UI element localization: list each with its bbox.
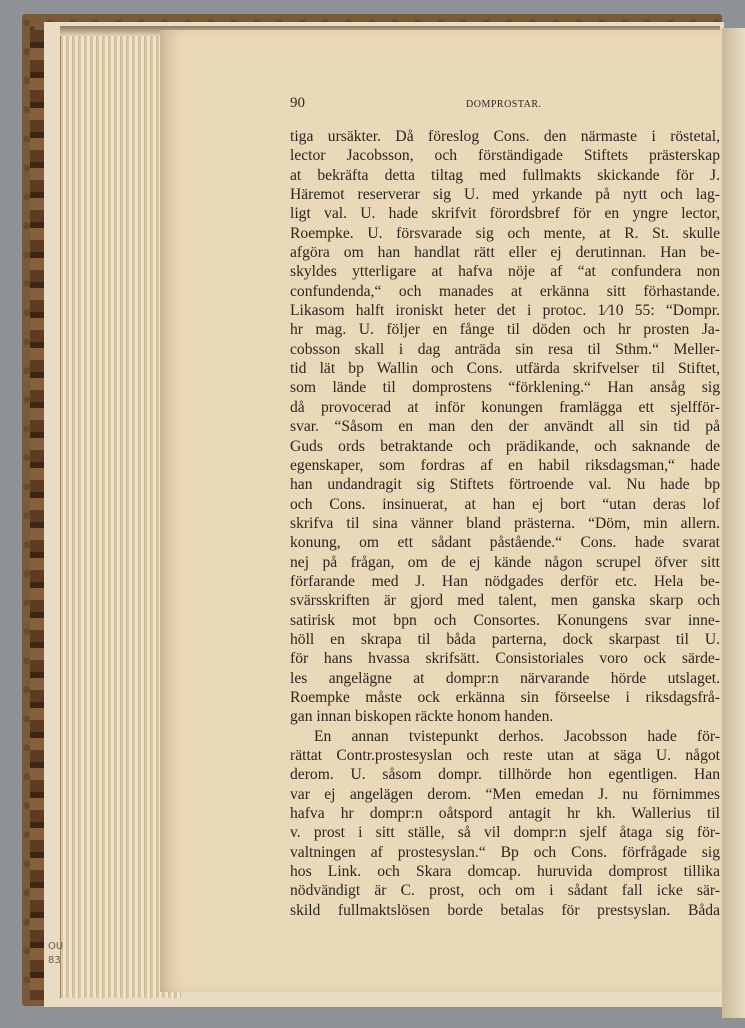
text-line: v. prost i sitt ställe, så vil dompr:n sjelf åtaga sig för- <box>290 824 720 842</box>
text-line: afgöra om han handlat rätt eller ej derutinnan. Han be- <box>290 244 720 262</box>
text-line: skild fullmaktslösen borde betalas för prestsyslan. Båda <box>290 901 720 919</box>
text-line: les angelägne at dompr:n närvarande hörde utslaget. <box>290 669 720 687</box>
text-line: cobsson skall i dag anträda sin resa til Sthm.“ Meller- <box>290 340 720 358</box>
text-line: svar. “Såsom en man den der användt all sin tid på <box>290 418 720 436</box>
text-line: hafva hr dompr:n oåtspord antagit hr kh. Wallerius til <box>290 805 720 823</box>
edge-marks <box>48 940 63 968</box>
page-body-text <box>290 127 726 919</box>
text-line: Roempke måste ock erkänna sin förseelse i riksdagsfrå- <box>290 688 720 706</box>
text-line: och Cons. insinuerat, at han ej bort “utan deras lof <box>290 495 720 513</box>
text-line: som lände til domprostens “förklening.“ Han ansåg sig <box>290 379 720 397</box>
running-head: DOMPROSTAR. <box>466 99 542 110</box>
text-line: skrifva til sina vänner bland prästerna. “Döm, min allern. <box>290 514 720 532</box>
text-line: nödvändigt är C. prost, och om i sådant fall icke sär- <box>290 882 720 900</box>
text-line: var ej angelägen derom. “Men emedan J. nu förnimmes <box>290 785 720 803</box>
text-line: skyldes ytterligare at hafva nöje af “at confundera non <box>290 263 720 281</box>
text-line: förfarande med J. Han nödgades derför etc. Hela be- <box>290 572 720 590</box>
text-line: egenskaper, som fordras af en habil riksdagsman,“ hade <box>290 456 720 474</box>
text-line: nej på frågan, om de ej kände någon scrupel öfver sitt <box>290 553 720 571</box>
text-line: satirisk mot bpn och Consortes. Konungens svar inne- <box>290 611 720 629</box>
text-line: En annan tvistepunkt derhos. Jacobsson hade för- <box>314 727 720 745</box>
text-line: gan innan biskopen räckte honom handen. <box>290 708 554 726</box>
text-line: svärsskriften är gjord med talent, men ganska skarp och <box>290 592 720 610</box>
text-line: då provocerad at inför konungen framlägga ett sjelfför- <box>290 398 720 416</box>
page-number: 90 <box>290 95 305 111</box>
text-line: höll en skrapa til båda parterna, dock skarpast til U. <box>290 630 720 648</box>
text-line: Häremot reserverar sig U. med yrkande på nytt och lag- <box>290 186 720 204</box>
page-header <box>290 95 722 115</box>
text-line: konung, om ett sådant påstående.“ Cons. hade svarat <box>290 534 720 552</box>
text-line: rättat Contr.prostesyslan och reste utan at säga U. något <box>290 747 720 764</box>
text-line: hr mag. U. följer en fånge til döden och hr prosten Ja- <box>290 321 720 339</box>
edge-mark: 83 <box>48 955 61 966</box>
text-line: tid lät bp Wallin och Cons. utfärda skrifvelser til Stiftet, <box>290 360 720 378</box>
text-line: hos Link. och Skara domcap. huruvida domprost tillika <box>290 863 720 881</box>
text-line: confundenda,“ och manades at erkänna sitt förhastande. <box>290 282 720 300</box>
text-line: Guds ords betraktande och prädikande, och saknande de <box>290 437 720 455</box>
text-line: valtningen af prostesyslan.“ Bp och Cons. förfrågade sig <box>290 843 720 861</box>
text-line: han undandragit sig Stiftets förtroende val. Nu hade bp <box>290 476 720 494</box>
book-spine-edge <box>30 30 44 1000</box>
text-line: at bekräfta detta tiltag med fullmakts skickande för J. <box>290 166 720 184</box>
text-line: ligt val. U. hade skrifvit förordsbref för en yngre lector, <box>290 205 720 223</box>
text-line: Likasom halft ironiskt heter det i protoc. 1⁄10 55: “Dompr. <box>290 302 720 320</box>
text-line: derom. U. såsom dompr. tillhörde hon egentligen. Han <box>290 766 720 784</box>
text-line: tiga ursäkter. Då föreslog Cons. den närmaste i röstetal, <box>290 128 720 145</box>
text-line: Roempke. U. försvarade sig och mente, at R. St. skulle <box>290 224 720 242</box>
text-line: lector Jacobsson, och förständigade Stiftets prästerskap <box>290 147 720 165</box>
edge-mark: OU <box>48 941 64 952</box>
text-line: för hans hvassa skrifsätt. Consistoriales voro ock särde- <box>290 650 720 668</box>
